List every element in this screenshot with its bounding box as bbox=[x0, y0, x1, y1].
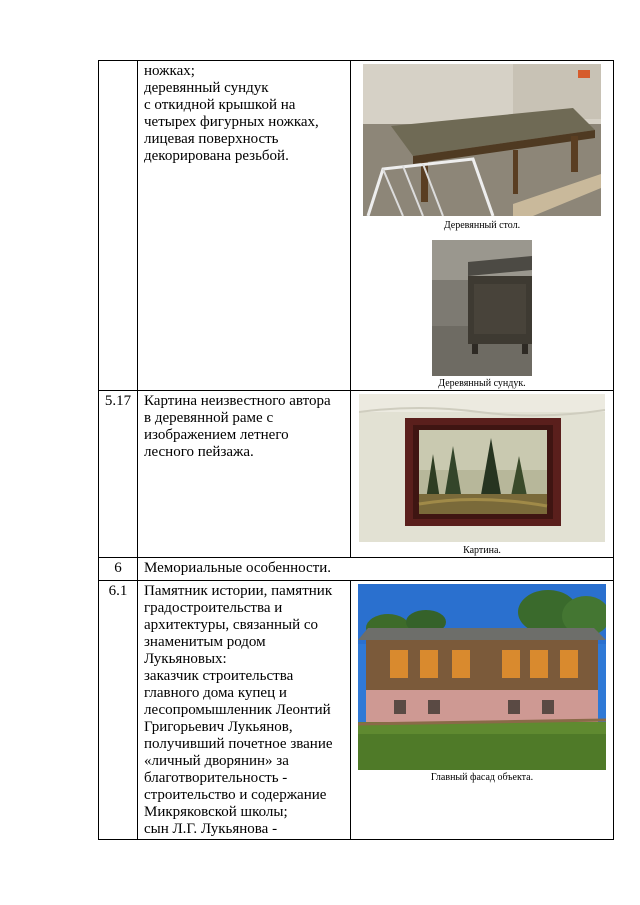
text-line: строительство и содержание bbox=[144, 787, 327, 803]
text-line: деревянный сундук bbox=[144, 80, 269, 96]
table-row bbox=[99, 558, 614, 581]
text-line: Лукьяновых: bbox=[144, 651, 227, 667]
row-description bbox=[138, 581, 351, 840]
text-line: лесопромышленник Леонтий bbox=[144, 702, 331, 718]
image-caption: Деревянный сундук. bbox=[438, 378, 526, 389]
text-line: лесного пейзажа. bbox=[144, 444, 254, 460]
section-title: Мемориальные особенности. bbox=[138, 558, 614, 581]
text-line: изображением летнего bbox=[144, 427, 289, 443]
row-description bbox=[138, 61, 351, 391]
row-number: 6 bbox=[99, 558, 138, 581]
row-number: 5.17 bbox=[99, 391, 138, 558]
text-line: с откидной крышкой на bbox=[144, 97, 296, 113]
row-images bbox=[351, 61, 614, 391]
row-images bbox=[351, 581, 614, 840]
row-number: 6.1 bbox=[99, 581, 138, 840]
text-line: градостроительства и bbox=[144, 600, 283, 616]
text-line: сын Л.Г. Лукьянова - bbox=[144, 821, 278, 837]
wooden-chest-photo bbox=[432, 240, 532, 376]
text-line: в деревянной раме с bbox=[144, 410, 274, 426]
text-line: главного дома купец и bbox=[144, 685, 287, 701]
main-facade-photo bbox=[358, 584, 606, 770]
inventory-table bbox=[98, 60, 614, 840]
text-line: заказчик строительства bbox=[144, 668, 294, 684]
image-caption: Главный фасад объекта. bbox=[430, 772, 534, 783]
text-line: четырех фигурных ножках, bbox=[144, 114, 319, 130]
text-line: Григорьевич Лукьянов, bbox=[144, 719, 293, 735]
image-caption: Картина. bbox=[463, 545, 501, 556]
text-line: Картина неизвестного автора bbox=[144, 393, 331, 409]
text-line: ножках; bbox=[144, 63, 195, 79]
text-line: «личный дворянин» за bbox=[144, 753, 289, 769]
image-caption: Деревянный стол. bbox=[443, 220, 521, 231]
text-line: лицевая поверхность bbox=[144, 131, 279, 147]
text-line: знаменитым родом bbox=[144, 634, 266, 650]
landscape-painting-photo bbox=[359, 394, 605, 542]
table-row bbox=[99, 391, 614, 558]
text-line: благотворительность - bbox=[144, 770, 288, 786]
text-line: архитектуры, связанный со bbox=[144, 617, 319, 633]
row-description bbox=[138, 391, 351, 558]
text-line: Памятник истории, памятник bbox=[144, 583, 333, 599]
text-line: Микряковской школы; bbox=[144, 804, 288, 820]
text-line: декорирована резьбой. bbox=[144, 148, 289, 164]
row-number bbox=[99, 61, 138, 391]
text-line: получивший почетное звание bbox=[144, 736, 333, 752]
row-images bbox=[351, 391, 614, 558]
wooden-table-photo bbox=[363, 64, 601, 216]
table-row bbox=[99, 581, 614, 840]
table-row bbox=[99, 61, 614, 391]
